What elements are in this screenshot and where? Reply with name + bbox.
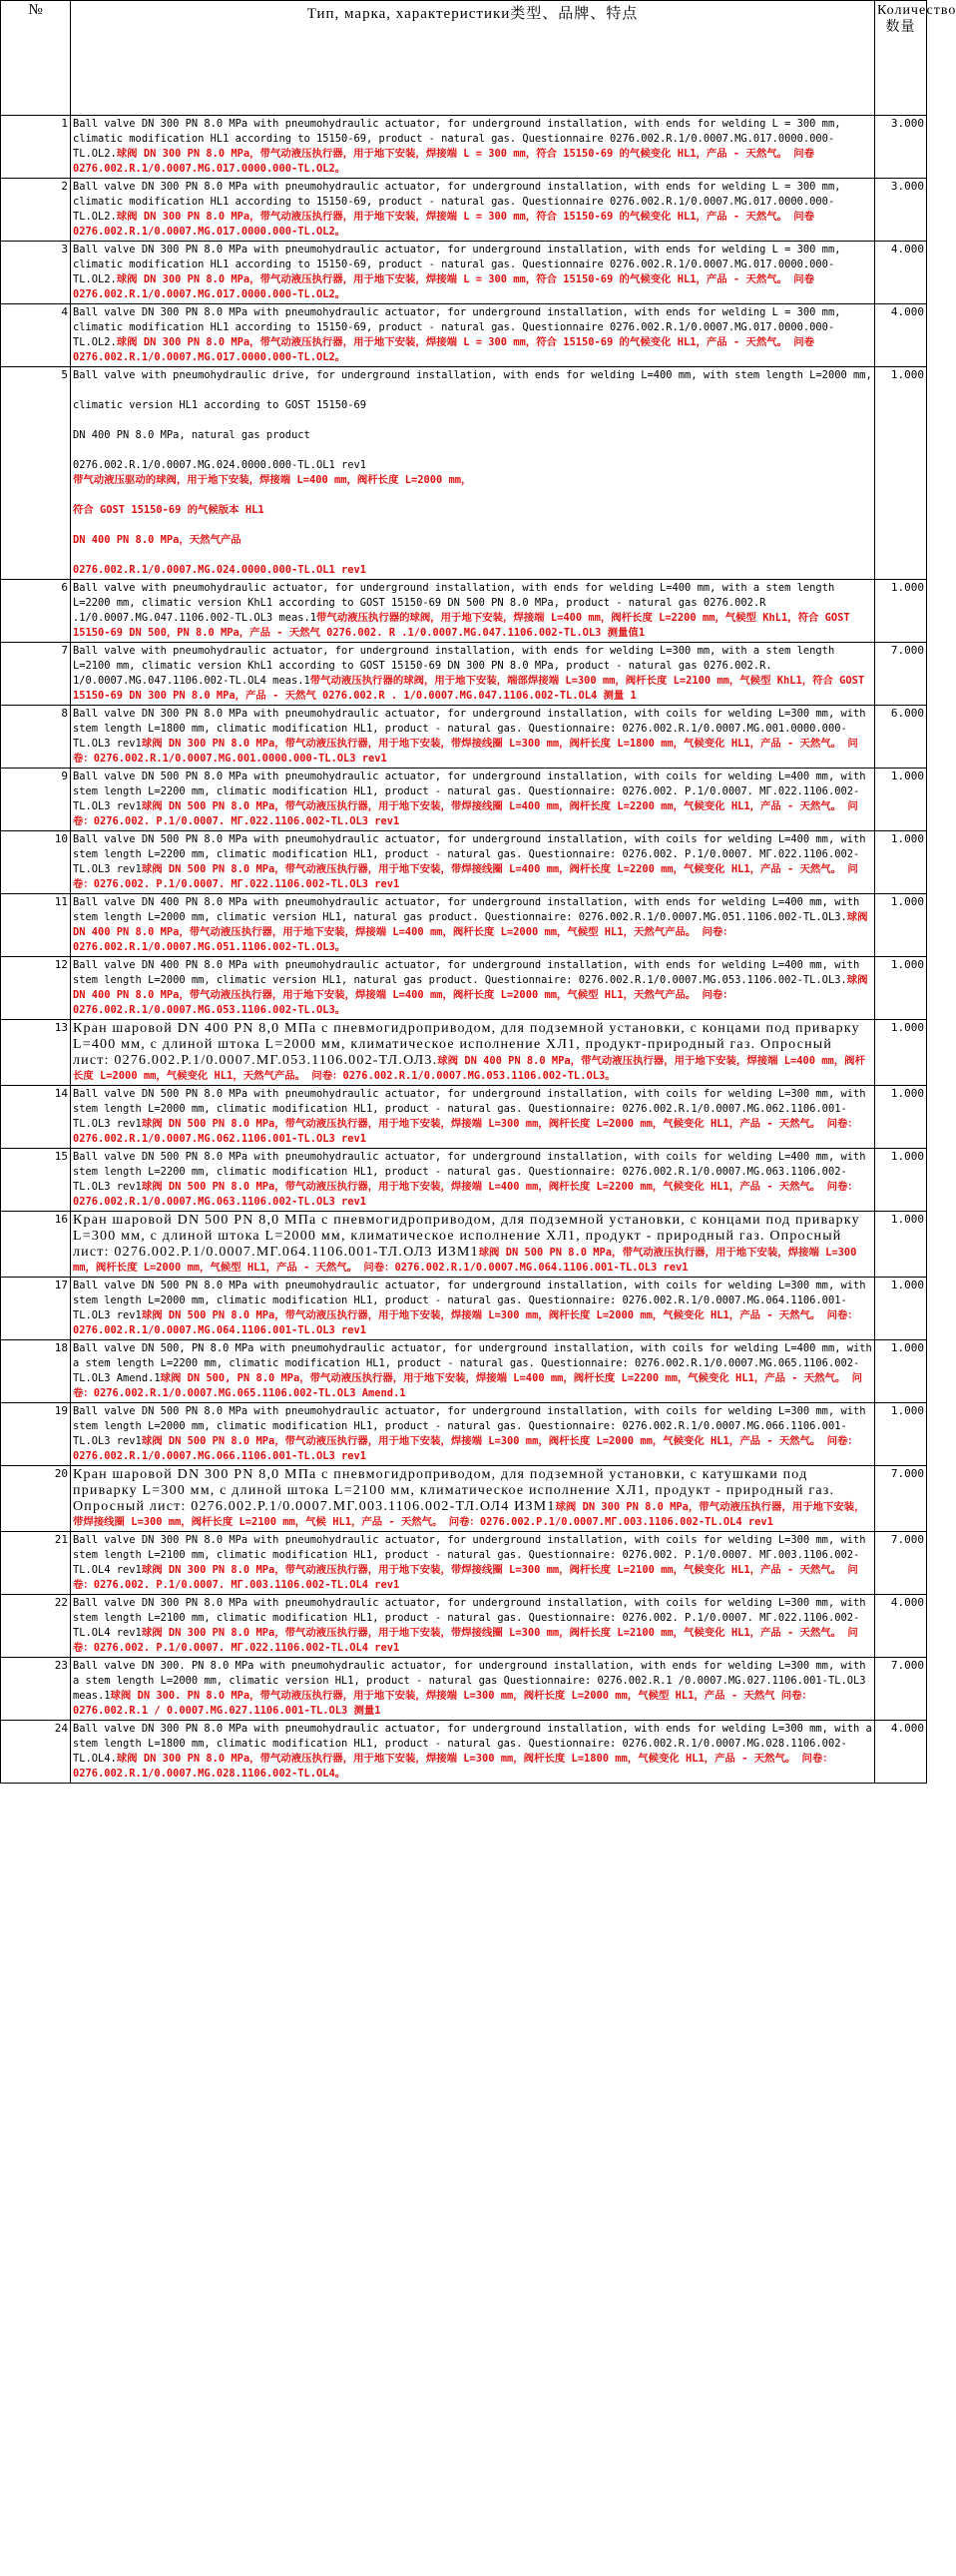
row-description: [71, 367, 875, 580]
row-description: [71, 304, 875, 367]
row-number: 21: [1, 1532, 71, 1595]
description-chinese: 球阀 DN 500 PN 8.0 MPa，带气动液压执行器，用于地下安装，带焊接线圈 L=400 mm，阀杆长度 L=2200 mm，气候变化 HL1，产品 - 天然气。 问卷：0276.002. Р.1/0.0007. МГ.022.1106.002-TL.OL3 rev1: [73, 800, 858, 827]
row-description: [71, 179, 875, 242]
row-description: [71, 116, 875, 179]
row-description: [71, 831, 875, 894]
row-quantity: 4.000: [875, 1595, 927, 1658]
row-quantity: 7.000: [875, 643, 927, 706]
table-row: [1, 769, 927, 831]
description-chinese: 球阀 DN 300 PN 8.0 MPa，带气动液压执行器，用于地下安装，焊接端 L = 300 mm，符合 15150-69 的气候变化 HL1，产品 - 天然气。 问卷 0276.002.R.1/0.0007.MG.017.0000.000-TL.OL2。: [73, 211, 821, 238]
row-quantity: 1.000: [875, 1149, 927, 1212]
table-row: [1, 116, 927, 179]
row-number: 9: [1, 769, 71, 831]
row-description: [71, 643, 875, 706]
table-row: [1, 580, 927, 643]
description-english: Ball valve DN 300 PN 8.0 MPa with pneumohydraulic actuator, for underground installation, with coils for welding L=300 mm, with stem length L=2100 mm, climatic modification HL1, product - natural gas. Questionnaire: 0276.002. Р.1/0.0007. МГ.003.1106.002-TL.OL4 rev1: [73, 1534, 872, 1576]
description-chinese: 球阀 DN 300 PN 8.0 MPa，带气动液压执行器，用于地下安装，焊接端 L=300 mm，阀杆长度 L=1800 mm，气候变化 HL1，产品 - 天然气。 问卷：0276.002.R.1/0.0007.MG.028.1106.002-TL.OL4。: [73, 1753, 833, 1780]
row-quantity: 7.000: [875, 1532, 927, 1595]
header-description: Тип, марка, характеристики类型、品牌、特点: [71, 1, 875, 116]
row-description: [71, 1149, 875, 1212]
description-english: Ball valve DN 300 PN 8.0 MPa with pneumohydraulic actuator, for underground installation, with ends for welding L = 300 mm, climatic modification HL1 according to 15150-69, product - natural gas. Questionnaire 0276.002.R.1/0.0007.MG.017.0000.000-TL.OL2.: [73, 306, 847, 348]
row-number: 16: [1, 1212, 71, 1278]
description-chinese: 球阀 DN 300. PN 8.0 MPa，带气动液压执行器，用于地下安装，焊接端 L=300 mm，阀杆长度 L=2000 mm，气候型 HL1，产品 - 天然气 问卷：0276.002.R.1 / 0.0007.MG.027.1106.001-TL.OL3 测量1: [73, 1690, 812, 1717]
row-quantity: 7.000: [875, 1466, 927, 1532]
description-chinese: 球阀 DN 300 PN 8.0 MPa，带气动液压执行器，用于地下安装，带焊接线圈 L=300 mm，阀杆长度 L=2100 mm，气候变化 HL1，产品 - 天然气。 问卷：0276.002. Р.1/0.0007. МГ.003.1106.002-TL.OL4 rev1: [73, 1564, 858, 1591]
table-row: [1, 1020, 927, 1086]
description-english: Ball valve DN 500 PN 8.0 MPa with pneumohydraulic actuator, for underground installation, with coils for welding L=400 mm, with stem length L=2200 mm, climatic modification HL1, product - natural gas. Questionnaire: 0276.002. Р.1/0.0007. МГ.022.1106.002-TL.OL3 rev1: [73, 771, 872, 812]
description-chinese: 球阀 DN 300 PN 8.0 MPa，带气动液压执行器，用于地下安装，焊接端 L = 300 mm，符合 15150-69 的气候变化 HL1，产品 - 天然气。 问卷 0276.002.R.1/0.0007.MG.017.0000.000-TL.OL2。: [73, 273, 821, 300]
row-description: [71, 1020, 875, 1086]
row-description: [71, 1212, 875, 1278]
table-row: [1, 1149, 927, 1212]
description-chinese: 球阀 DN 400 PN 8.0 MPa，带气动液压执行器，用于地下安装，焊接端 L=400 mm，阀杆长度 L=2000 mm，气候型 HL1，天然气产品。 问卷：0276.002.R.1/0.0007.MG.053.1106.002-TL.OL3。: [73, 974, 874, 1016]
description-english: Ball valve DN 300 PN 8.0 MPa with pneumohydraulic actuator, for underground installation, with coils for welding L=300 mm, with stem length L=2100 mm, climatic modification HL1, product - natural gas. Questionnaire: 0276.002. Р.1/0.0007. МГ.022.1106.002-TL.OL4 rev1: [73, 1597, 872, 1639]
description-chinese: 球阀 DN 300 PN 8.0 MPa，带气动液压执行器，用于地下安装，带焊接线圈 L=300 mm，阀杆长度 L=2100 mm，气候变化 HL1，产品 - 天然气。 问卷：0276.002. Р.1/0.0007. МГ.022.1106.002-TL.OL4 rev1: [73, 1627, 858, 1654]
header-number: №: [1, 1, 71, 116]
table-row: [1, 706, 927, 769]
row-description: [71, 1595, 875, 1658]
row-number: 24: [1, 1721, 71, 1784]
table-row: [1, 1595, 927, 1658]
row-description: [71, 957, 875, 1020]
row-quantity: 7.000: [875, 1658, 927, 1721]
description-english: Ball valve DN 300 PN 8.0 MPa with pneumohydraulic actuator, for underground installation, with ends for welding L=300 mm, with a stem length L=1800 mm, climatic modification HL1, product - natural gas. Questionnaire: 0276.002.R.1/0.0007.MG.028.1106.002-TL.OL4.: [73, 1723, 878, 1765]
row-quantity: 1.000: [875, 831, 927, 894]
description-english: Ball valve DN 500 PN 8.0 MPa with pneumohydraulic actuator, for underground installation, with coils for welding L=400 mm, with stem length L=2200 mm, climatic modification HL1, product - natural gas. Questionnaire: 0276.002. Р.1/0.0007. МГ.022.1106.002-TL.OL3 rev1: [73, 833, 872, 875]
row-quantity: 4.000: [875, 242, 927, 304]
row-number: 23: [1, 1658, 71, 1721]
table-row: [1, 242, 927, 304]
row-quantity: 1.000: [875, 769, 927, 831]
row-quantity: 1.000: [875, 957, 927, 1020]
table-row: [1, 179, 927, 242]
table-row: [1, 1278, 927, 1340]
description-russian: Кран шаровой DN 400 PN 8,0 МПа с пневмогидроприводом, для подземной установки, с концами под приварку L=400 мм, с длиной штока L=2000 мм, климатическое исполнение ХЛ1, продукт-природный газ. Опросный лист: 0276.002.Р.1/0.0007.МГ.053.1106.002-ТЛ.ОЛ3.: [73, 1021, 865, 1068]
description-english: Ball valve DN 300. PN 8.0 MPa with pneumohydraulic actuator, for underground installation, with ends for welding L=300 mm, with a stem length L=2000 mm, climatic version HL1, product - natural gas Questionnaire: 0276.002.R.1 /0.0007.MG.027.1106.001-TL.OL3 meas.1: [73, 1660, 872, 1702]
table-row: [1, 894, 927, 957]
row-description: [71, 769, 875, 831]
row-description: [71, 1278, 875, 1340]
row-number: 10: [1, 831, 71, 894]
description-english: Ball valve DN 500 PN 8.0 MPa with pneumohydraulic actuator, for underground installation, with coils for welding L=400 mm, with stem length L=2200 mm, climatic modification HL1, product - natural gas. Questionnaire: 0276.002.R.1/0.0007.MG.063.1106.002-TL.OL3 rev1: [73, 1151, 872, 1193]
description-russian: Кран шаровой DN 300 PN 8,0 МПа с пневмогидроприводом, для подземной установки, с катушками под приварку L=300 мм, с длиной штока L=2100 мм, климатическое исполнение ХЛ1, продукт - природный газ. Опросный лист: 0276.002.Р.1/0.0007.МГ.003.1106.002-ТЛ.ОЛ4 ИЗМ1: [73, 1467, 839, 1514]
row-description: [71, 1403, 875, 1466]
row-number: 5: [1, 367, 71, 580]
row-description: [71, 1466, 875, 1532]
description-english: Ball valve DN 300 PN 8.0 MPa with pneumohydraulic actuator, for underground installation, with ends for welding L = 300 mm, climatic modification HL1 according to 15150-69, product - natural gas. Questionnaire 0276.002.R.1/0.0007.MG.017.0000.000-TL.OL2.: [73, 181, 847, 223]
table-row: [1, 1532, 927, 1595]
description-english: Ball valve DN 500 PN 8.0 MPa with pneumohydraulic actuator, for underground installation, with coils for welding L=300 mm, with stem length L=2000 mm, climatic modification HL1, product - natural gas. Questionnaire: 0276.002.R.1/0.0007.MG.066.1106.001-TL.OL3 rev1: [73, 1405, 872, 1447]
table-body: [1, 116, 927, 1784]
row-number: 14: [1, 1086, 71, 1149]
row-quantity: 1.000: [875, 580, 927, 643]
row-quantity: 1.000: [875, 1340, 927, 1403]
row-number: 4: [1, 304, 71, 367]
row-number: 17: [1, 1278, 71, 1340]
description-english: Ball valve DN 400 PN 8.0 MPa with pneumohydraulic actuator, for underground installation, with ends for welding L=400 mm, with stem length L=2000 mm, climatic version HL1, natural gas product. Questionnaire: 0276.002.R.1/0.0007.MG.053.1106.002-TL.OL3.: [73, 959, 866, 986]
row-description: [71, 1721, 878, 1784]
row-number: 6: [1, 580, 71, 643]
table-row: [1, 1721, 927, 1784]
description-chinese: 球阀 DN 500 PN 8.0 MPa，带气动液压执行器，用于地下安装，焊接端 L=400 mm，阀杆长度 L=2200 mm，气候变化 HL1，产品 - 天然气。 问卷：0276.002.R.1/0.0007.MG.063.1106.002-TL.OL3 rev1: [73, 1181, 858, 1208]
description-chinese: 球阀 DN 500 PN 8.0 MPa，带气动液压执行器，用于地下安装，焊接端 L=300 mm，阀杆长度 L=2000 mm，气候变化 HL1，产品 - 天然气。 问卷：0276.002.R.1/0.0007.MG.062.1106.001-TL.OL3 rev1: [73, 1118, 858, 1145]
table-row: [1, 1658, 927, 1721]
description-english: Ball valve with pneumohydraulic drive, for underground installation, with ends for welding L=400 mm, with stem length L=2000 mm, climatic version HL1 according to GOST 15150-69 DN 400 PN 8.0 MPa, natural gas product 0276.002.R.1/0.0007.MG.024.0000.000-TL.OL1 rev1: [73, 369, 872, 471]
row-number: 1: [1, 116, 71, 179]
row-quantity: 1.000: [875, 367, 927, 580]
table-row: [1, 643, 927, 706]
row-number: 7: [1, 643, 71, 706]
description-chinese: 球阀 DN 500 PN 8.0 MPa，带气动液压执行器，用于地下安装，焊接端 L=300 mm，阀杆长度 L=2000 mm，气候型 HL1，产品 - 天然气。 问卷：0276.002.R.1/0.0007.MG.064.1106.001-TL.OL3 rev1: [73, 1247, 863, 1274]
row-quantity: 1.000: [875, 1278, 927, 1340]
description-english: Ball valve DN 400 PN 8.0 MPa with pneumohydraulic actuator, for underground installation, with ends for welding L=400 mm, with stem length L=2000 mm, climatic version HL1, natural gas product. Questionnaire: 0276.002.R.1/0.0007.MG.051.1106.002-TL.OL3.: [73, 896, 866, 923]
row-number: 12: [1, 957, 71, 1020]
description-chinese: 球阀 DN 300 PN 8.0 MPa，带气动液压执行器，用于地下安装，带焊接线圈 L=300 mm，阀杆长度 L=2100 mm，气候 HL1，产品 - 天然气。 问卷：0276.002.Р.1/0.0007.МГ.003.1106.002-TL.OL4 rev1: [73, 1501, 865, 1528]
row-number: 18: [1, 1340, 71, 1403]
row-number: 22: [1, 1595, 71, 1658]
row-description: [71, 1340, 878, 1403]
description-chinese: 带气动液压执行器的球阀，用于地下安装，端部焊接端 L=300 mm，阀杆长度 L=2100 mm，气候型 KhL1，符合 GOST 15150-69 DN 300 PN 8.0 MPa，产品 - 天然气 0276.002.R . 1/0.0007.MG.047.1106.002-TL.OL4 测量 1: [73, 675, 871, 702]
row-quantity: 1.000: [875, 1212, 927, 1278]
description-chinese: 球阀 DN 300 PN 8.0 MPa，带气动液压执行器，用于地下安装，焊接端 L = 300 mm，符合 15150-69 的气候变化 HL1，产品 - 天然气。 问卷 0276.002.R.1/0.0007.MG.017.0000.000-TL.OL2。: [73, 336, 821, 363]
description-english: Ball valve with pneumohydraulic actuator, for underground installation, with ends for welding L=400 mm, with a stem length L=2200 mm, climatic version KhL1 according to GOST 15150-69 DN 500 PN 8.0 MPa, product - natural gas 0276.002.R .1/0.0007.MG.047.1106.002-TL.OL3 meas.1: [73, 582, 841, 624]
description-chinese: 球阀 DN 300 PN 8.0 MPa，带气动液压执行器，用于地下安装，焊接端 L = 300 mm，符合 15150-69 的气候变化 HL1，产品 - 天然气。 问卷 0276.002.R.1/0.0007.MG.017.0000.000-TL.OL2。: [73, 148, 821, 175]
description-russian: Кран шаровой DN 500 PN 8,0 МПа с пневмогидроприводом, для подземной установки, с концами под приварку L=300 мм, с длиной штока L=2000 мм, климатическое исполнение ХЛ1, продукт - природный газ. Опросный лист: 0276.002.Р.1/0.0007.МГ.064.1106.001-ТЛ.ОЛ3 ИЗМ1: [73, 1213, 865, 1260]
header-quantity: Количество数量: [875, 1, 927, 116]
description-chinese: 球阀 DN 500, PN 8.0 MPa，带气动液压执行器，用于地下安装，焊接端 L=400 mm，阀杆长度 L=2200 mm，气候变化 HL1，产品 - 天然气。 问卷：0276.002.R.1/0.0007.MG.065.1106.002-TL.OL3 Amend.1: [73, 1372, 862, 1399]
row-quantity: 4.000: [875, 304, 927, 367]
row-quantity: 1.000: [875, 1403, 927, 1466]
header-row: [1, 1, 927, 116]
table-row: [1, 1466, 927, 1532]
description-english: Ball valve DN 300 PN 8.0 MPa with pneumohydraulic actuator, for underground installation, with ends for welding L = 300 mm, climatic modification HL1 according to 15150-69, product - natural gas. Questionnaire 0276.002.R.1/0.0007.MG.017.0000.000-TL.OL2.: [73, 244, 847, 285]
row-number: 8: [1, 706, 71, 769]
description-chinese: 带气动液压驱动的球阀，用于地下安装，焊接端 L=400 mm，阀杆长度 L=2000 mm， 符合 GOST 15150-69 的气候版本 HL1 DN 400 PN 8.0 MPa，天然气产品 0276.002.R.1/0.0007.MG.024.0000.000-TL.OL1 rev1: [73, 474, 472, 576]
description-english: Ball valve DN 300 PN 8.0 MPa with pneumohydraulic actuator, for underground installation, with ends for welding L = 300 mm, climatic modification HL1 according to 15150-69, product - natural gas. Questionnaire 0276.002.R.1/0.0007.MG.017.0000.000-TL.OL2.: [73, 118, 847, 160]
table-row: [1, 1340, 927, 1403]
row-quantity: 4.000: [875, 1721, 927, 1784]
table-row: [1, 1086, 927, 1149]
description-chinese: 带气动液压执行器的球阀，用于地下安装，焊接端 L=400 mm，阀杆长度 L=2200 mm，气候型 KhL1，符合 GOST 15150-69 DN 500，PN 8.0 MPa，产品 - 天然气 0276.002. R .1/0.0007.MG.047.1106.002-TL.OL3 测量值1: [73, 612, 856, 639]
row-description: [71, 580, 875, 643]
row-number: 15: [1, 1149, 71, 1212]
description-chinese: 球阀 DN 500 PN 8.0 MPa，带气动液压执行器，用于地下安装，焊接端 L=300 mm，阀杆长度 L=2000 mm，气候变化 HL1，产品 - 天然气。 问卷：0276.002.R.1/0.0007.MG.064.1106.001-TL.OL3 rev1: [73, 1309, 858, 1336]
description-chinese: 球阀 DN 300 PN 8.0 MPa，带气动液压执行器，用于地下安装，带焊接线圈 L=300 mm，阀杆长度 L=1800 mm，气候变化 HL1，产品 - 天然气。 问卷：0276.002.R.1/0.0007.MG.001.0000.000-TL.OL3 rev1: [73, 738, 858, 765]
row-description: [71, 1658, 875, 1721]
description-english: Ball valve DN 500 PN 8.0 MPa with pneumohydraulic actuator, for underground installation, with coils for welding L=300 mm, with stem length L=2000 mm, climatic modification HL1, product - natural gas. Questionnaire: 0276.002.R.1/0.0007.MG.064.1106.001-TL.OL3 rev1: [73, 1280, 872, 1321]
description-english: Ball valve DN 500, PN 8.0 MPa with pneumohydraulic actuator, for underground installation, with coils for welding L=400 mm, with a stem length L=2200 mm, climatic modification HL1, product - natural gas. Questionnaire: 0276.002.R.1/0.0007.MG.065.1106.002-TL.OL3 Amend.1: [73, 1342, 878, 1384]
row-number: 13: [1, 1020, 71, 1086]
table-row: [1, 1403, 927, 1466]
description-english: Ball valve with pneumohydraulic actuator, for underground installation, with ends for welding L=300 mm, with a stem length L=2100 mm, climatic version KhL1 according to GOST 15150-69 DN 300 PN 8.0 MPa, product - natural gas 0276.002.R. 1/0.0007.MG.047.1106.002-TL.OL4 meas.1: [73, 645, 841, 687]
row-quantity: 1.000: [875, 1086, 927, 1149]
row-quantity: 1.000: [875, 1020, 927, 1086]
row-number: 19: [1, 1403, 71, 1466]
row-quantity: 1.000: [875, 894, 927, 957]
row-quantity: 3.000: [875, 179, 927, 242]
description-chinese: 球阀 DN 400 PN 8.0 MPa，带气动液压执行器，用于地下安装，焊接端 L=400 mm，阀杆长度 L=2000 mm，气候型 HL1，天然气产品。 问卷：0276.002.R.1/0.0007.MG.051.1106.002-TL.OL3。: [73, 911, 874, 953]
row-description: [71, 894, 875, 957]
row-description: [71, 1532, 875, 1595]
row-number: 3: [1, 242, 71, 304]
table-row: [1, 367, 927, 580]
table-row: [1, 831, 927, 894]
row-quantity: 6.000: [875, 706, 927, 769]
row-number: 11: [1, 894, 71, 957]
table-row: [1, 304, 927, 367]
description-chinese: 球阀 DN 500 PN 8.0 MPa，带气动液压执行器，用于地下安装，焊接端 L=300 mm，阀杆长度 L=2000 mm，气候变化 HL1，产品 - 天然气。 问卷：0276.002.R.1/0.0007.MG.066.1106.001-TL.OL3 rev1: [73, 1435, 858, 1462]
description-chinese: 球阀 DN 400 PN 8.0 MPa，带气动液压执行器，用于地下安装，焊接端 L=400 mm，阀杆长度 L=2000 mm，气候变化 HL1，天然气产品。 问卷：0276.002.R.1/0.0007.MG.053.1106.002-TL.OL3。: [73, 1055, 865, 1082]
row-number: 2: [1, 179, 71, 242]
description-english: Ball valve DN 500 PN 8.0 MPa with pneumohydraulic actuator, for underground installation, with coils for welding L=300 mm, with stem length L=2000 mm, climatic modification HL1, product - natural gas. Questionnaire: 0276.002.R.1/0.0007.MG.062.1106.001-TL.OL3 rev1: [73, 1088, 872, 1130]
description-chinese: 球阀 DN 500 PN 8.0 MPa，带气动液压执行器，用于地下安装，带焊接线圈 L=400 mm，阀杆长度 L=2200 mm，气候变化 HL1，产品 - 天然气。 问卷：0276.002. Р.1/0.0007. МГ.022.1106.002-TL.OL3 rev1: [73, 863, 858, 890]
row-quantity: 3.000: [875, 116, 927, 179]
row-description: [71, 706, 875, 769]
row-number: 20: [1, 1466, 71, 1532]
row-description: [71, 242, 875, 304]
table-row: [1, 1212, 927, 1278]
row-description: [71, 1086, 875, 1149]
description-english: Ball valve DN 300 PN 8.0 MPa with pneumohydraulic actuator, for underground installation, with coils for welding L=300 mm, with stem length L=1800 mm, climatic modification HL1, product - natural gas. Questionnaire: 0276.002.R.1/0.0007.MG.001.0000.000-TL.OL3 rev1: [73, 708, 872, 750]
table-row: [1, 957, 927, 1020]
